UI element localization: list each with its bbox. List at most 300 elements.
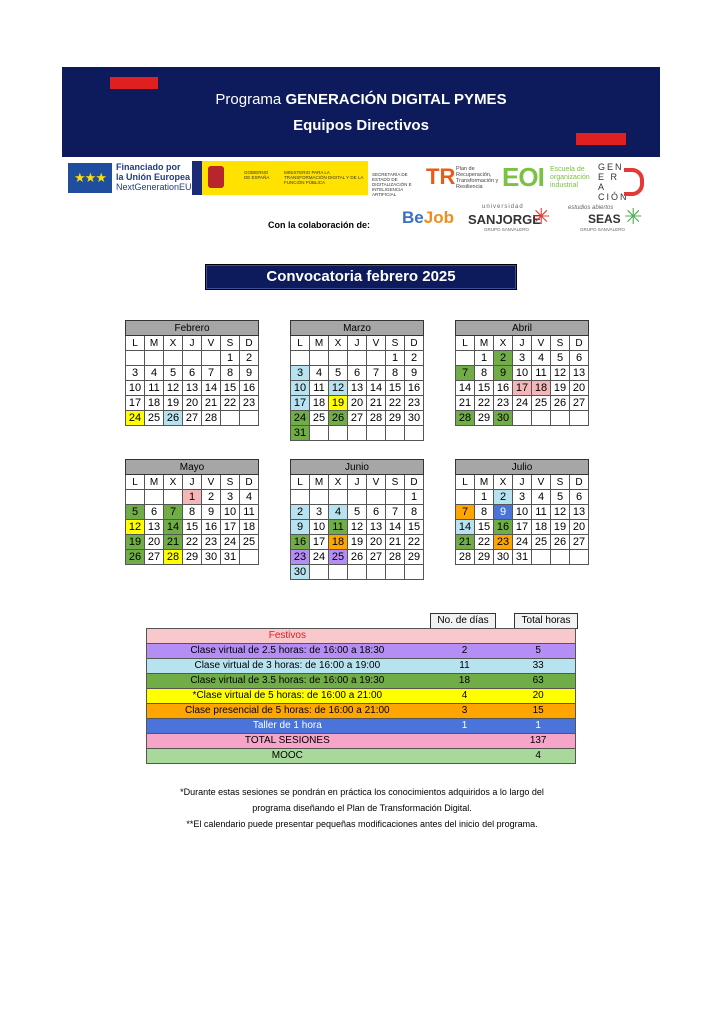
day-cell: 24 (291, 411, 310, 426)
day-cell: 1 (475, 490, 494, 505)
days-count: 18 (458, 675, 471, 686)
weekday-header: M (310, 336, 329, 351)
convocatoria-title: Convocatoria febrero 2025 (205, 264, 517, 290)
day-cell: 3 (221, 490, 240, 505)
day-cell: 22 (386, 396, 405, 411)
recovery-plan-logo-icon: TR (426, 164, 456, 189)
day-cell: 14 (456, 381, 475, 396)
day-cell: 26 (329, 411, 348, 426)
empty-cell (329, 351, 348, 366)
month-name: Abril (456, 321, 589, 336)
summary-row (147, 644, 576, 659)
day-cell: 25 (532, 396, 551, 411)
weekday-header: L (456, 475, 475, 490)
day-cell: 21 (456, 535, 475, 550)
weekday-header: S (551, 475, 570, 490)
days-column-header: No. de días (430, 613, 496, 629)
day-cell: 23 (202, 535, 221, 550)
day-cell: 20 (367, 535, 386, 550)
day-cell: 22 (405, 535, 424, 550)
day-cell: 23 (240, 396, 259, 411)
days-count (428, 629, 502, 644)
empty-cell (329, 565, 348, 580)
red-accent-bar (110, 77, 158, 89)
seas-logo: SEAS (588, 212, 621, 226)
day-cell: 20 (348, 396, 367, 411)
empty-cell (570, 550, 589, 565)
session-type-label: MOOC (271, 750, 303, 761)
day-cell: 16 (494, 381, 513, 396)
day-cell: 27 (348, 411, 367, 426)
weekday-header: V (202, 336, 221, 351)
seas-small-text: estudios abiertos (568, 205, 614, 211)
weekday-header: M (145, 336, 164, 351)
empty-cell (456, 351, 475, 366)
day-cell: 4 (145, 366, 164, 381)
day-cell: 31 (221, 550, 240, 565)
day-cell: 15 (405, 520, 424, 535)
day-cell: 19 (126, 535, 145, 550)
day-cell: 29 (183, 550, 202, 565)
day-cell: 17 (291, 396, 310, 411)
day-cell: 28 (367, 411, 386, 426)
generacion-logo: GEN E R A CIÓN (598, 162, 629, 202)
program-subtitle: Equipos Directivos (293, 117, 429, 134)
session-type-label: Clase virtual de 3 horas: de 16:00 a 19:00 (194, 660, 381, 671)
eu-logo-text: Financiado por la Unión Europea NextGenerationEU (116, 162, 192, 192)
day-cell: 11 (329, 520, 348, 535)
hours-total (501, 629, 575, 644)
weekday-header: D (240, 336, 259, 351)
day-cell: 2 (405, 351, 424, 366)
day-cell: 11 (310, 381, 329, 396)
weekday-header: S (386, 475, 405, 490)
secretariat-text: SECRETARÍA DE ESTADO DE DIGITALIZACIÓN E INTELIGENCIA ARTIFICIAL (372, 172, 412, 197)
day-cell: 18 (329, 535, 348, 550)
empty-cell (367, 351, 386, 366)
weekday-header: L (291, 336, 310, 351)
weekday-header: V (532, 475, 551, 490)
weekday-header: X (164, 336, 183, 351)
weekday-header: J (183, 475, 202, 490)
month-calendar-julio (455, 459, 589, 565)
day-cell: 10 (513, 505, 532, 520)
day-cell: 17 (221, 520, 240, 535)
day-cell: 10 (310, 520, 329, 535)
empty-cell (456, 490, 475, 505)
day-cell: 14 (164, 520, 183, 535)
day-cell: 22 (475, 535, 494, 550)
day-cell: 26 (551, 396, 570, 411)
footnote-line: **El calendario puede presentar pequeñas modificaciones antes del inicio del programa. (186, 819, 538, 829)
session-type-label: Clase virtual de 3.5 horas: de 16:00 a 19:30 (190, 675, 385, 686)
day-cell: 17 (513, 520, 532, 535)
hours-total: 20 (532, 690, 544, 701)
empty-cell (310, 565, 329, 580)
day-cell: 27 (570, 535, 589, 550)
day-cell: 15 (475, 520, 494, 535)
weekday-header: M (475, 475, 494, 490)
day-cell: 7 (367, 366, 386, 381)
day-cell: 21 (386, 535, 405, 550)
day-cell: 27 (367, 550, 386, 565)
month-calendar-marzo (290, 320, 424, 441)
days-count: 3 (461, 705, 468, 716)
day-cell: 25 (310, 411, 329, 426)
day-cell: 13 (570, 505, 589, 520)
eoi-logo: EOI (502, 162, 544, 192)
day-cell: 22 (183, 535, 202, 550)
eu-stripe (192, 161, 202, 195)
empty-cell (310, 426, 329, 441)
day-cell: 25 (145, 411, 164, 426)
day-cell: 12 (126, 520, 145, 535)
day-cell: 17 (126, 396, 145, 411)
weekday-header: S (551, 336, 570, 351)
funding-logos (68, 160, 658, 202)
weekday-header: V (367, 475, 386, 490)
month-calendar-abril (455, 320, 589, 426)
empty-cell (202, 351, 221, 366)
summary-row (147, 674, 576, 689)
day-cell: 16 (405, 381, 424, 396)
empty-cell (405, 565, 424, 580)
day-cell: 26 (551, 535, 570, 550)
day-cell: 21 (164, 535, 183, 550)
day-cell: 13 (348, 381, 367, 396)
session-type-label: Taller de 1 hora (252, 720, 322, 731)
day-cell: 4 (532, 490, 551, 505)
weekday-header: X (494, 336, 513, 351)
weekday-header: J (348, 336, 367, 351)
month-calendar-febrero (125, 320, 259, 426)
day-cell: 7 (456, 505, 475, 520)
day-cell: 24 (310, 550, 329, 565)
day-cell: 9 (291, 520, 310, 535)
month-calendar-mayo (125, 459, 259, 565)
day-cell: 2 (240, 351, 259, 366)
day-cell: 19 (329, 396, 348, 411)
day-cell: 7 (164, 505, 183, 520)
day-cell: 6 (367, 505, 386, 520)
hours-total: 137 (529, 735, 547, 746)
day-cell: 11 (532, 366, 551, 381)
weekday-header: J (513, 475, 532, 490)
day-cell: 26 (164, 411, 183, 426)
day-cell: 24 (513, 535, 532, 550)
day-cell: 25 (532, 535, 551, 550)
hours-total: 15 (532, 705, 544, 716)
weekday-header: M (145, 475, 164, 490)
empty-cell (310, 351, 329, 366)
day-cell: 5 (126, 505, 145, 520)
day-cell: 1 (221, 351, 240, 366)
eu-flag-icon: ★★★ (68, 163, 112, 193)
day-cell: 18 (532, 381, 551, 396)
weekday-header: X (494, 475, 513, 490)
generacion-d-icon (624, 168, 644, 196)
day-cell: 10 (221, 505, 240, 520)
day-cell: 29 (475, 550, 494, 565)
eoi-text: Escuela de organización industrial (550, 166, 590, 189)
day-cell: 16 (202, 520, 221, 535)
empty-cell (386, 490, 405, 505)
day-cell: 28 (202, 411, 221, 426)
day-cell: 30 (494, 411, 513, 426)
day-cell: 3 (513, 351, 532, 366)
day-cell: 4 (532, 351, 551, 366)
empty-cell (367, 490, 386, 505)
day-cell: 23 (494, 396, 513, 411)
session-type-label: TOTAL SESIONES (244, 735, 330, 746)
day-cell: 28 (456, 550, 475, 565)
day-cell: 19 (164, 396, 183, 411)
month-name: Julio (456, 460, 589, 475)
day-cell: 6 (348, 366, 367, 381)
day-cell: 16 (240, 381, 259, 396)
day-cell: 2 (291, 505, 310, 520)
empty-cell (348, 565, 367, 580)
footnote-line: *Durante estas sesiones se pondrán en práctica los conocimientos adquiridos a lo largo del (180, 787, 544, 797)
sanjorge-sub-text: GRUPO SANVALERO (484, 227, 529, 232)
day-cell: 13 (570, 366, 589, 381)
day-cell: 17 (513, 381, 532, 396)
day-cell: 23 (291, 550, 310, 565)
day-cell: 1 (475, 351, 494, 366)
empty-cell (367, 426, 386, 441)
day-cell: 7 (386, 505, 405, 520)
seas-sub-text: GRUPO SANVALERO (580, 227, 625, 232)
day-cell: 7 (456, 366, 475, 381)
day-cell: 3 (513, 490, 532, 505)
empty-cell (126, 490, 145, 505)
weekday-header: L (456, 336, 475, 351)
hours-total: 5 (535, 645, 541, 656)
empty-cell (513, 411, 532, 426)
day-cell: 20 (570, 381, 589, 396)
day-cell: 28 (456, 411, 475, 426)
empty-cell (291, 490, 310, 505)
day-cell: 5 (329, 366, 348, 381)
day-cell: 12 (551, 505, 570, 520)
hours-total: 63 (532, 675, 544, 686)
day-cell: 8 (405, 505, 424, 520)
empty-cell (551, 550, 570, 565)
empty-cell (183, 351, 202, 366)
empty-cell (329, 426, 348, 441)
day-cell: 28 (164, 550, 183, 565)
day-cell: 20 (145, 535, 164, 550)
empty-cell (348, 490, 367, 505)
day-cell: 20 (183, 396, 202, 411)
empty-cell (348, 426, 367, 441)
day-cell: 4 (329, 505, 348, 520)
day-cell: 16 (494, 520, 513, 535)
empty-cell (532, 550, 551, 565)
day-cell: 1 (405, 490, 424, 505)
day-cell: 8 (475, 366, 494, 381)
day-cell: 9 (494, 366, 513, 381)
day-cell: 30 (202, 550, 221, 565)
day-cell: 11 (145, 381, 164, 396)
empty-cell (310, 490, 329, 505)
month-name: Mayo (126, 460, 259, 475)
gov-text: GOBIERNO DE ESPAÑA (244, 170, 270, 180)
bejob-logo: BeJob (402, 208, 454, 227)
days-count: 4 (461, 690, 468, 701)
summary-row (147, 629, 576, 644)
month-name: Junio (291, 460, 424, 475)
session-type-label: Festivos (268, 630, 306, 641)
day-cell: 18 (145, 396, 164, 411)
recovery-plan-text: Plan de Recuperación, Transformación y Resiliencia (456, 166, 499, 190)
weekday-header: J (348, 475, 367, 490)
day-cell: 19 (348, 535, 367, 550)
empty-cell (532, 411, 551, 426)
summary-row (147, 704, 576, 719)
weekday-header: S (221, 475, 240, 490)
day-cell: 6 (145, 505, 164, 520)
day-cell: 15 (183, 520, 202, 535)
day-cell: 3 (291, 366, 310, 381)
empty-cell (367, 565, 386, 580)
month-calendar-junio (290, 459, 424, 580)
sanjorge-small-text: universidad (482, 204, 524, 210)
weekday-header: L (291, 475, 310, 490)
day-cell: 28 (386, 550, 405, 565)
weekday-header: X (329, 475, 348, 490)
empty-cell (329, 490, 348, 505)
day-cell: 19 (551, 381, 570, 396)
day-cell: 23 (405, 396, 424, 411)
day-cell: 21 (367, 396, 386, 411)
empty-cell (240, 411, 259, 426)
summary-row (147, 719, 576, 734)
collaboration-label: Con la colaboración de: (268, 220, 371, 230)
red-accent-bar (576, 133, 626, 145)
day-cell: 18 (310, 396, 329, 411)
empty-cell (126, 351, 145, 366)
day-cell: 22 (475, 396, 494, 411)
day-cell: 12 (551, 366, 570, 381)
day-cell: 7 (202, 366, 221, 381)
day-cell: 24 (126, 411, 145, 426)
day-cell: 5 (164, 366, 183, 381)
empty-cell (164, 490, 183, 505)
day-cell: 2 (494, 351, 513, 366)
days-count: 1 (461, 720, 468, 731)
day-cell: 4 (310, 366, 329, 381)
day-cell: 5 (348, 505, 367, 520)
summary-row (147, 749, 576, 764)
footnote-line: programa diseñando el Plan de Transformación Digital. (252, 803, 472, 813)
day-cell: 14 (367, 381, 386, 396)
day-cell: 29 (386, 411, 405, 426)
weekday-header: D (570, 475, 589, 490)
day-cell: 15 (386, 381, 405, 396)
hours-column-header: Total horas (514, 613, 578, 629)
weekday-header: V (367, 336, 386, 351)
empty-cell (348, 351, 367, 366)
empty-cell (551, 411, 570, 426)
weekday-header: D (570, 336, 589, 351)
day-cell: 30 (405, 411, 424, 426)
day-cell: 10 (513, 366, 532, 381)
footnotes (0, 784, 724, 832)
day-cell: 15 (221, 381, 240, 396)
day-cell: 12 (348, 520, 367, 535)
empty-cell (291, 351, 310, 366)
day-cell: 8 (221, 366, 240, 381)
empty-cell (164, 351, 183, 366)
day-cell: 14 (456, 520, 475, 535)
summary-row (147, 689, 576, 704)
day-cell: 14 (386, 520, 405, 535)
day-cell: 26 (348, 550, 367, 565)
day-cell: 2 (202, 490, 221, 505)
day-cell: 17 (310, 535, 329, 550)
empty-cell (570, 411, 589, 426)
day-cell: 26 (126, 550, 145, 565)
weekday-header: M (475, 336, 494, 351)
day-cell: 24 (513, 396, 532, 411)
day-cell: 13 (183, 381, 202, 396)
day-cell: 25 (329, 550, 348, 565)
day-cell: 3 (310, 505, 329, 520)
weekday-header: L (126, 336, 145, 351)
weekday-header: J (513, 336, 532, 351)
day-cell: 27 (145, 550, 164, 565)
day-cell: 31 (513, 550, 532, 565)
weekday-header: L (126, 475, 145, 490)
summary-table (146, 628, 576, 764)
day-cell: 1 (386, 351, 405, 366)
empty-cell (386, 565, 405, 580)
day-cell: 14 (202, 381, 221, 396)
day-cell: 27 (570, 396, 589, 411)
day-cell: 30 (291, 565, 310, 580)
weekday-header: D (405, 336, 424, 351)
spain-shield-icon (208, 166, 224, 188)
day-cell: 20 (570, 520, 589, 535)
weekday-header: V (532, 336, 551, 351)
sanjorge-logo: SANJORGE (468, 212, 541, 227)
session-type-label: Clase virtual de 2.5 horas: de 16:00 a 18:30 (190, 645, 385, 656)
day-cell: 23 (494, 535, 513, 550)
day-cell: 13 (145, 520, 164, 535)
summary-row (147, 659, 576, 674)
day-cell: 16 (291, 535, 310, 550)
sanjorge-star-icon: ✳ (532, 204, 551, 229)
session-type-label: *Clase virtual de 5 horas: de 16:00 a 21:00 (192, 690, 383, 701)
day-cell: 8 (183, 505, 202, 520)
weekday-header: D (405, 475, 424, 490)
day-cell: 6 (570, 351, 589, 366)
day-cell: 25 (240, 535, 259, 550)
day-cell: 29 (405, 550, 424, 565)
ministry-text: MINISTERIO PARA LA TRANSFORMACIÓN DIGITAL Y DE LA FUNCIÓN PÚBLICA (284, 170, 364, 185)
day-cell: 5 (551, 490, 570, 505)
day-cell: 18 (240, 520, 259, 535)
day-cell: 4 (240, 490, 259, 505)
day-cell: 27 (183, 411, 202, 426)
summary-row (147, 734, 576, 749)
days-count (428, 734, 502, 749)
month-name: Febrero (126, 321, 259, 336)
day-cell: 1 (183, 490, 202, 505)
day-cell: 13 (367, 520, 386, 535)
day-cell: 8 (475, 505, 494, 520)
